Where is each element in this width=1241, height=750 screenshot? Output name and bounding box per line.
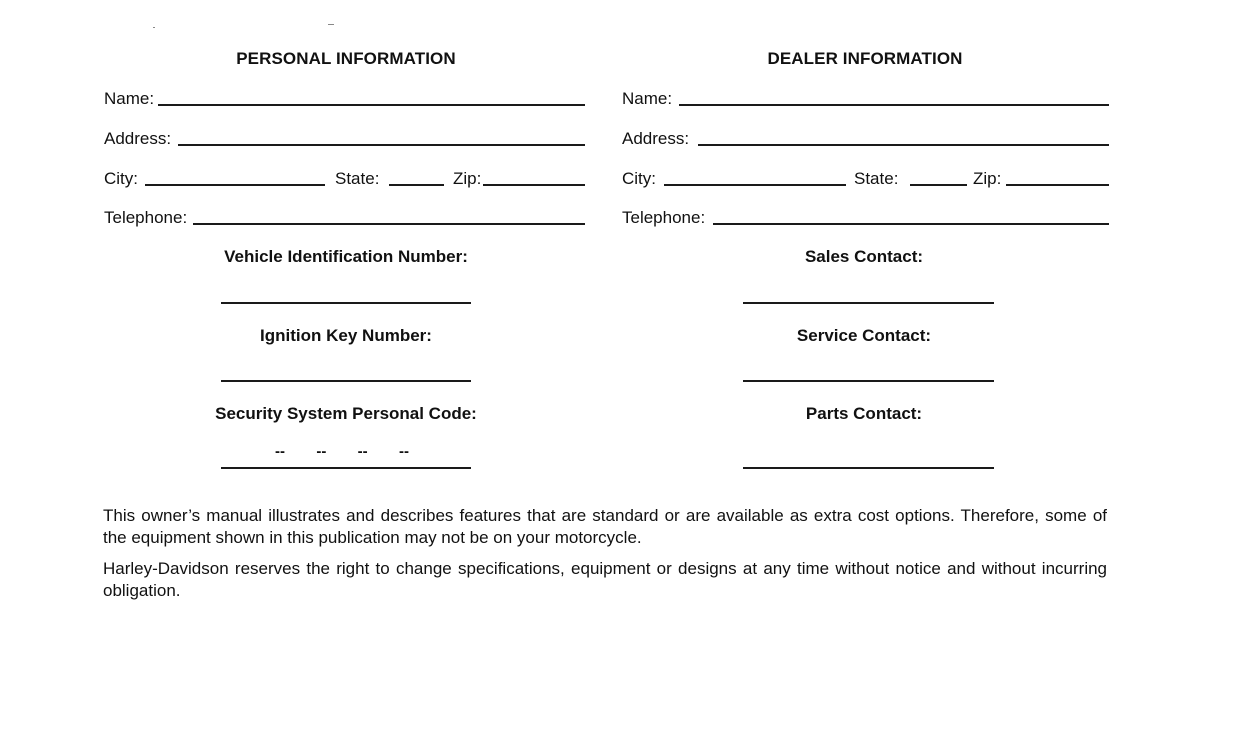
ignition-key-label: Ignition Key Number: (260, 326, 432, 345)
personal-information-heading: PERSONAL INFORMATION (236, 49, 456, 68)
personal-telephone-field[interactable] (193, 223, 585, 225)
dealer-city-field[interactable] (664, 184, 846, 186)
personal-state-label: State: (335, 169, 380, 188)
dealer-city-label: City: (622, 169, 656, 188)
personal-address-label: Address: (104, 129, 172, 148)
dealer-state-label: State: (854, 169, 899, 188)
personal-zip-field[interactable] (483, 184, 585, 186)
vin-field[interactable] (221, 302, 471, 304)
personal-city-label: City: (104, 169, 138, 188)
scan-mark (328, 24, 334, 25)
service-contact-label: Service Contact: (796, 326, 932, 345)
service-contact-field[interactable] (743, 380, 994, 382)
dealer-state-field[interactable] (910, 184, 967, 186)
dealer-name-field[interactable] (679, 104, 1109, 106)
sales-contact-field[interactable] (743, 302, 994, 304)
security-code-field[interactable] (221, 467, 471, 469)
scan-mark (153, 27, 155, 28)
dealer-telephone-label: Telephone: (622, 208, 706, 227)
security-code-dashes (274, 443, 410, 460)
security-code-label: Security System Personal Code: (215, 404, 477, 423)
dealer-name-label: Name: (622, 89, 673, 108)
ignition-key-field[interactable] (221, 380, 471, 382)
personal-zip-label: Zip: (453, 169, 482, 188)
personal-name-field[interactable] (158, 104, 585, 106)
dealer-zip-label: Zip: (973, 169, 1002, 188)
sales-contact-label: Sales Contact: (804, 247, 924, 266)
personal-telephone-label: Telephone: (104, 208, 188, 227)
dealer-telephone-field[interactable] (713, 223, 1109, 225)
personal-state-field[interactable] (389, 184, 444, 186)
dealer-address-label: Address: (622, 129, 690, 148)
personal-address-field[interactable] (178, 144, 585, 146)
security-code-digit: -- (357, 443, 368, 460)
security-code-digit: -- (398, 443, 409, 460)
personal-name-label: Name: (104, 89, 155, 108)
equipment-disclaimer: This owner’s manual illustrates and describes features that are standard or are available as extra cost options. Therefore, some of the equipment shown in this publication may not be on your motorcycle. (103, 506, 1107, 547)
security-code-digit: -- (275, 443, 285, 460)
dealer-address-field[interactable] (698, 144, 1109, 146)
specifications-disclaimer: Harley-Davidson reserves the right to change specifications, equipment or designs at any time without notice and without incurring obligation. (103, 559, 1107, 600)
parts-contact-label: Parts Contact: (805, 404, 923, 423)
dealer-zip-field[interactable] (1006, 184, 1109, 186)
vin-label: Vehicle Identification Number: (224, 247, 468, 266)
dealer-information-heading: DEALER INFORMATION (767, 49, 963, 68)
security-code-digit: -- (316, 443, 327, 460)
personal-city-field[interactable] (145, 184, 325, 186)
parts-contact-field[interactable] (743, 467, 994, 469)
